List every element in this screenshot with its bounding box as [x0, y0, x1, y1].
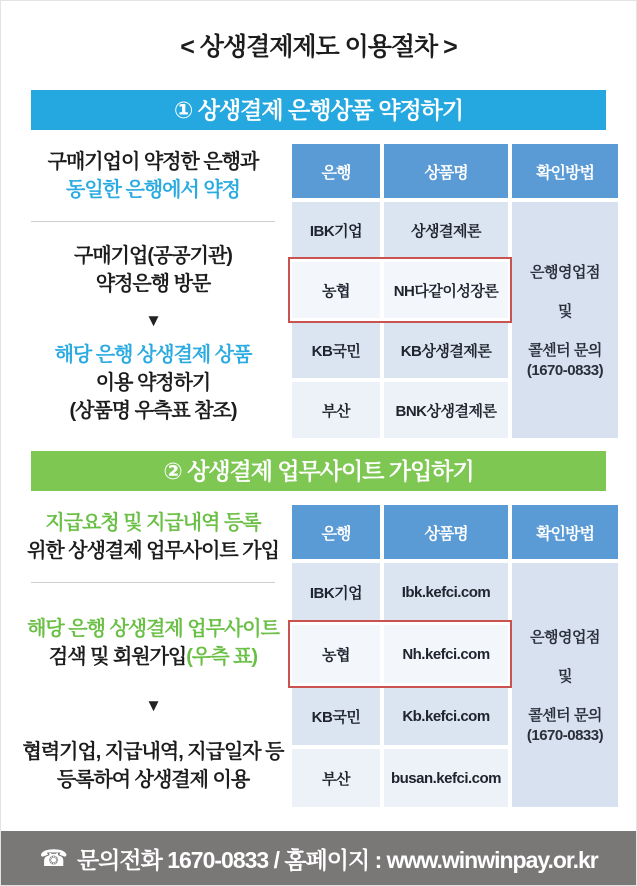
method-line: (1670-0833)	[526, 362, 604, 379]
section1-step1	[19, 148, 287, 204]
table-row-bank: 농협	[292, 625, 380, 683]
column-header-bank: 은행	[292, 144, 380, 198]
column-header-method: 확인방법	[512, 505, 618, 559]
table-row-product: BNK상생결제론	[384, 382, 508, 438]
section1-table	[292, 144, 618, 438]
method-line: 콜센터 문의	[528, 707, 602, 724]
table-row-bank: KB국민	[292, 322, 380, 378]
method-line: 은행영업점	[530, 629, 600, 646]
divider	[31, 582, 275, 583]
step-text-accent: 동일한 은행에서 약정	[66, 179, 240, 201]
section2-step3	[19, 738, 287, 794]
step-text: 위한 상생결제 업무사이트 가입	[27, 540, 279, 562]
column-header-product: 상품명	[384, 505, 508, 559]
table-row-bank: IBK기업	[292, 563, 380, 621]
section2-table	[292, 505, 618, 807]
table-row-bank: KB국민	[292, 687, 380, 745]
phone-icon: ☎	[39, 844, 67, 871]
step-text: 구매기업(공공기관)	[74, 245, 232, 267]
method-cell	[512, 202, 618, 438]
column-header-product: 상품명	[384, 144, 508, 198]
section2-steps	[19, 505, 287, 807]
step-text-accent: (우측 표)	[186, 646, 258, 668]
step-text	[19, 643, 287, 671]
method-line: (1670-0833)	[526, 727, 604, 744]
step-text: 약정은행 방문	[95, 273, 211, 295]
table-row-product: 상생결제론	[384, 202, 508, 258]
step-text: (상품명 우측표 참조)	[69, 400, 237, 422]
footer-bar	[1, 831, 636, 885]
down-arrow-icon: ▼	[145, 311, 161, 330]
method-line: 은행영업점	[530, 264, 600, 281]
section2-step2	[19, 615, 287, 671]
section1-step3	[19, 341, 287, 425]
table-row-product: Kb.kefci.com	[384, 687, 508, 745]
footer-text: 문의전화 1670-0833 / 홈페이지 : www.winwinpay.or.kr	[76, 846, 598, 873]
table-row-bank: IBK기업	[292, 202, 380, 258]
step-text-accent: 해당 은행 상생결제 업무사이트	[27, 618, 279, 640]
table-row-product: Ibk.kefci.com	[384, 563, 508, 621]
table-row-bank: 농협	[292, 262, 380, 318]
table-row-bank: 부산	[292, 382, 380, 438]
column-header-method: 확인방법	[512, 144, 618, 198]
table-row-product: KB상생결제론	[384, 322, 508, 378]
step-text-black: 검색 및 회원가입	[48, 646, 187, 668]
section2-step1	[19, 509, 287, 565]
table-row-product: busan.kefci.com	[384, 749, 508, 807]
table-row-product: Nh.kefci.com	[384, 625, 508, 683]
method-line: 콜센터 문의	[528, 342, 602, 359]
page-title: < 상생결제제도 이용절차 >	[180, 33, 457, 61]
method-line: 및	[558, 668, 572, 685]
table-row-bank: 부산	[292, 749, 380, 807]
section2-header: ② 상생결제 업무사이트 가입하기	[31, 451, 606, 491]
method-line: 및	[558, 303, 572, 320]
column-header-bank: 은행	[292, 505, 380, 559]
method-cell	[512, 563, 618, 807]
step-text-accent: 해당 은행 상생결제 상품	[54, 344, 252, 366]
divider	[31, 221, 275, 222]
section1-step2	[19, 242, 287, 298]
section1-body	[19, 144, 618, 438]
step-text: 구매기업이 약정한 은행과	[47, 151, 259, 173]
step-text: 협력기업, 지급내역, 지급일자 등	[22, 741, 284, 763]
step-text-accent: 지급요청 및 지급내역 등록	[45, 512, 261, 534]
step-text: 이용 약정하기	[95, 372, 211, 394]
step-text: 등록하여 상생결제 이용	[56, 769, 250, 791]
down-arrow-icon: ▼	[145, 696, 161, 715]
section1-header: ① 상생결제 은행상품 약정하기	[31, 90, 606, 130]
table-row-product: NH다같이성장론	[384, 262, 508, 318]
section1-steps	[19, 144, 287, 438]
section2-body	[19, 505, 618, 807]
